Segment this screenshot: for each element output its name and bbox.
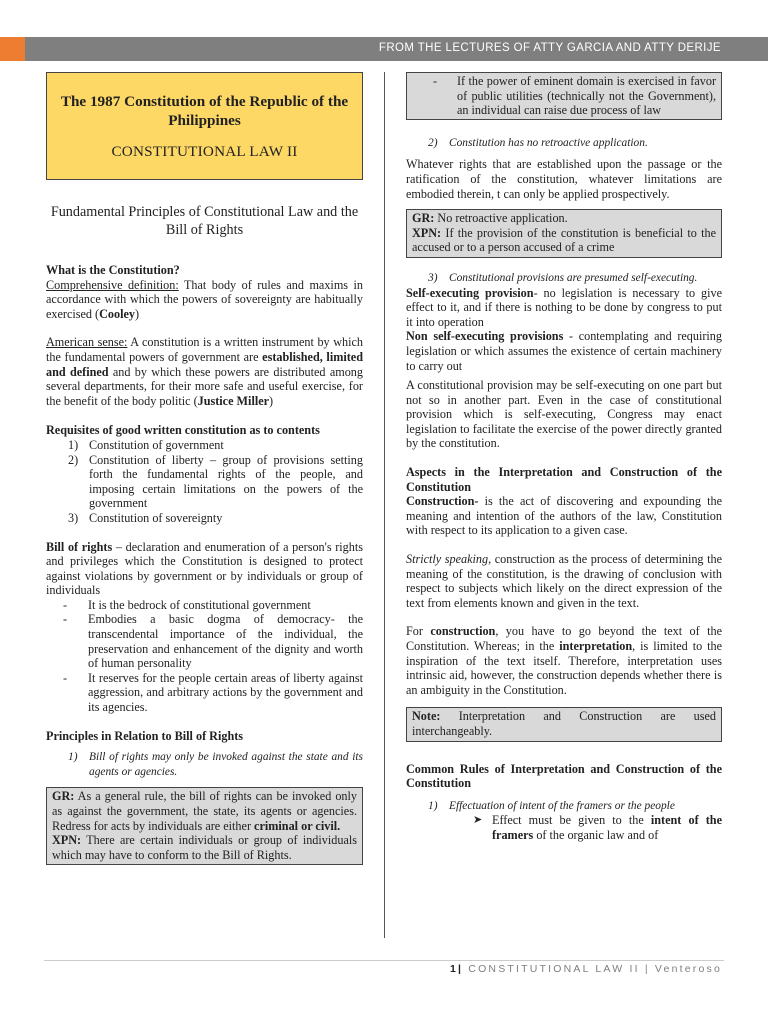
self-executing-paragraph: A constitutional provision may be self-executing on one part but not so in another part. Even in the case of constitutional provision which is self-executing, Congress may enact legislation to facilitate the exercise of the power directly granted by the constitution. (406, 378, 722, 451)
right-column (406, 72, 722, 843)
list-item: 3) Constitution of sovereignty (68, 510, 223, 525)
retroactive-box (406, 209, 722, 258)
column-divider (384, 72, 385, 938)
header-accent (0, 37, 25, 61)
header-bar (25, 37, 768, 61)
non-self-executing-definition: Non self-executing provisions - contemplating and requiring legislation or which assumes the existence of certain machinery to carry out (406, 329, 722, 373)
left-column (46, 72, 363, 865)
exception: XPN: If the provision of the constitution is beneficial to the accused or to a person accused of a crime (412, 225, 716, 255)
general-rule: GR: No retroactive application. (412, 211, 568, 226)
page-footer: 1| CONSTITUTIONAL LAW II | Venteroso (449, 963, 722, 975)
bill-of-rights-list (46, 598, 363, 715)
list-item: 3) Constitutional provisions are presumed self-executing. (428, 271, 698, 284)
american-sense: American sense: A constitution is a written instrument by which the fundamental powers of government are established, limited and defined and by which these powers are distributed among several departments, for their more safe and useful exercise, for the benefit of the body politic (Justice Miller) (46, 335, 363, 408)
note-box: Note: Interpretation and Construction are used interchangeably. (406, 707, 722, 741)
section-subtitle: Fundamental Principles of Constitutional Law and the Bill of Rights (50, 204, 359, 238)
general-rule: GR: As a general rule, the bill of rights can be invoked only as against the government, the state, its agents or agencies. Redress for acts by individuals are either criminal or civil. (52, 789, 357, 833)
footer-title: CONSTITUTIONAL LAW II (468, 963, 640, 975)
list-item: 2) Constitution has no retroactive application. (428, 136, 648, 149)
principle-2 (406, 136, 722, 151)
self-executing-definition: Self-executing provision- no legislation is necessary to give effect to it, and if there is nothing to be done by congress to put it into operation (406, 285, 722, 329)
requisites-list (46, 438, 363, 526)
what-heading: What is the Constitution? (46, 263, 180, 277)
title-box (46, 72, 363, 180)
comprehensive-definition: Comprehensive definition: That body of rules and maxims in accordance with which the powers of sovereignty are habitually exercised (Cooley) (46, 277, 363, 321)
common-rules-heading: Common Rules of Interpretation and Construction of the Constitution (406, 761, 722, 791)
strictly-speaking: Strictly speaking, construction as the process of determining the meaning of the constitution, is the drawing of conclusion with respect to subjects which likely on the direct expression of the text from elements known and given in the text. (406, 552, 722, 610)
header-text: FROM THE LECTURES OF ATTY GARCIA AND ATTY DERIJE (378, 42, 721, 54)
list-item: - Embodies a basic dogma of democracy- the transcendental importance of the individual, the preservation and enhancement of the dignity and worth of human personality (63, 612, 363, 671)
footer-rule (44, 960, 724, 961)
eminent-domain-box (406, 72, 722, 120)
principles-list (46, 750, 363, 779)
list-item: 1) Bill of rights may only be invoked against the state and its agents or agencies. (68, 751, 363, 778)
principles-heading: Principles in Relation to Bill of Rights (46, 728, 244, 743)
footer-author: Venteroso (654, 963, 722, 975)
list-item: - If the power of eminent domain is exercised in favor of public utilities (technically not the Government), an individual can raise due process of law (433, 74, 716, 118)
requisites-heading: Requisites of good written constitution as to contents (46, 423, 320, 438)
principle-3 (406, 271, 722, 286)
rules-list (406, 799, 722, 814)
list-item: 1) Constitution of government (68, 437, 224, 452)
list-item: 1) Effectuation of intent of the framers or the people (428, 799, 675, 812)
doc-title: The 1987 Constitution of the Republic of the Philippines (60, 93, 349, 129)
construction-vs-interpretation: For construction, you have to go beyond the text of the Constitution. Whereas; in the interpretation, is limited to the inspiration of the text itself. Therefore, interpretation uses intrinsic aid, however, the construction depends whether there is an ambiguity in the Constitution. (406, 624, 723, 697)
exception: XPN: There are certain individuals or group of individuals which may have to conform to the Bill of Rights. (52, 833, 357, 862)
page-number: 1 (449, 963, 459, 975)
list-item: 2) Constitution of liberty – group of provisions setting forth the fundamental rights of the people, and imposing certain limitations on the powers of the government (68, 452, 363, 511)
doc-course: CONSTITUTIONAL LAW II (111, 143, 298, 160)
list-item: - It reserves for the people certain areas of liberty against aggression, and arbitrary actions by the government and its agencies. (63, 670, 363, 715)
retroactive-text: Whatever rights that are established upon the passage or the ratification of the constitution, whatever limitations are embodied therein, t can only be applied prospectively. (406, 157, 722, 201)
construction-definition: Construction- is the act of discovering and expounding the meaning and intention of the authors of the law, Constitution with respect to its application to a given case. (406, 494, 722, 538)
bill-of-rights-definition: Bill of rights – declaration and enumeration of a person's rights and privileges which the Constitution is designed to protect against violations by government or by individuals or group of individuals (46, 539, 363, 598)
aspects-heading: Aspects in the Interpretation and Construction of the Constitution (406, 465, 722, 494)
gr-xpn-box (46, 787, 363, 865)
arrow-bullet-icon: ➤ (473, 814, 483, 827)
list-item: - It is the bedrock of constitutional government (63, 597, 311, 612)
list-item: ➤ Effect must be given to the intent of the framers of the organic law and of (473, 813, 722, 842)
